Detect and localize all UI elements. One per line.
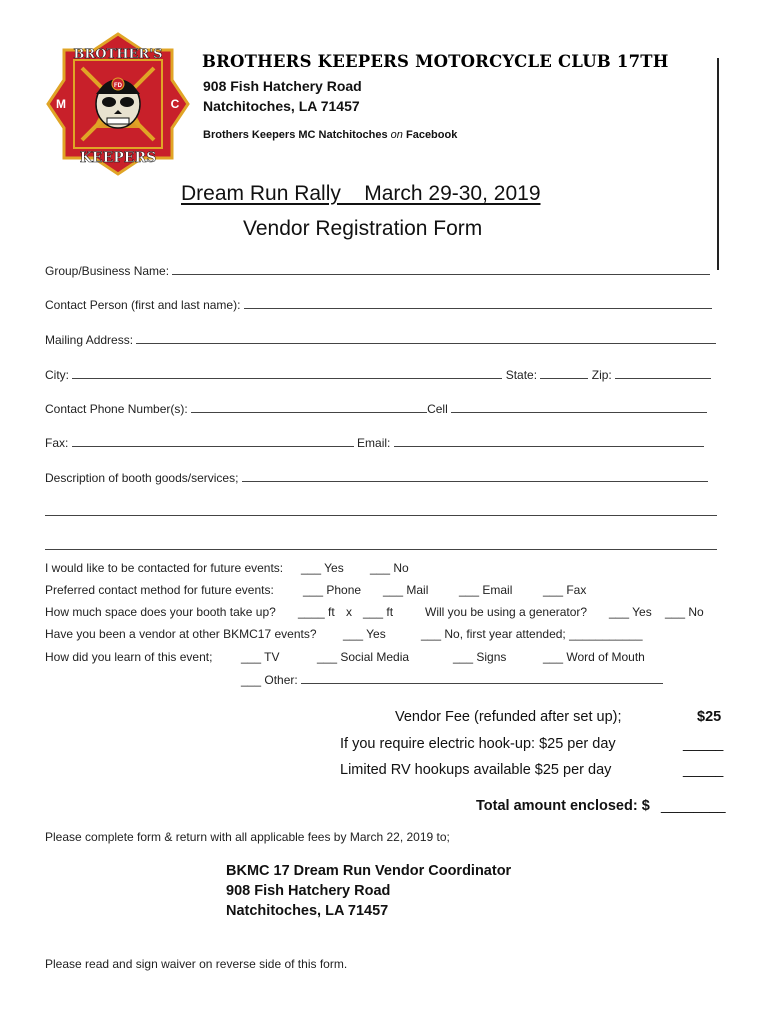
email-line[interactable]	[394, 436, 704, 447]
instructions: Please complete form & return with all applicable fees by March 22, 2019 to;	[45, 830, 450, 844]
club-logo	[44, 30, 192, 178]
contact-person-line[interactable]	[244, 298, 712, 309]
mailing-address-line[interactable]	[136, 333, 716, 344]
facebook-name: Brothers Keepers MC Natchitoches	[203, 129, 388, 141]
cell-label: Cell	[427, 402, 448, 416]
learn-signs[interactable]: ___ Signs	[453, 650, 507, 664]
fax-label: Fax:	[45, 436, 69, 450]
contact-person-label: Contact Person (first and last name):	[45, 298, 241, 312]
logo-badge-text: FD	[114, 83, 122, 89]
club-name: BROTHERS KEEPERS MOTORCYCLE CLUB 17TH	[202, 52, 669, 71]
cell-line[interactable]	[451, 402, 707, 413]
method-phone[interactable]: ___ Phone	[303, 583, 362, 597]
prior-vendor-yes[interactable]: ___ Yes	[343, 627, 386, 641]
description-line-2[interactable]	[45, 515, 717, 516]
method-email[interactable]: ___ Email	[459, 583, 513, 597]
event-title: Dream Run Rally March 29-30, 2019	[181, 182, 541, 205]
state-line[interactable]	[540, 368, 588, 379]
fax-line[interactable]	[72, 436, 354, 447]
facebook-on: on	[390, 129, 403, 141]
business-name-line[interactable]	[172, 264, 710, 275]
return-address-line1: BKMC 17 Dream Run Vendor Coordinator	[226, 863, 512, 879]
logo-bottom-text: KEEPERS	[79, 150, 157, 166]
booth-space-label: How much space does your booth take up?	[45, 605, 276, 619]
club-address-line1: 908 Fish Hatchery Road	[203, 78, 362, 94]
description-field[interactable]	[45, 471, 708, 485]
mailing-address-label: Mailing Address:	[45, 333, 134, 347]
rv-blank[interactable]: _____	[683, 762, 724, 778]
phone-line[interactable]	[191, 402, 427, 413]
business-name-label: Group/Business Name:	[45, 264, 170, 278]
phone-label: Contact Phone Number(s):	[45, 402, 188, 416]
booth-width[interactable]: ____ ft	[298, 605, 335, 619]
generator-label: Will you be using a generator?	[425, 605, 588, 619]
city-state-zip-row	[45, 368, 711, 382]
learn-label: How did you learn of this event;	[45, 650, 213, 664]
generator-yes[interactable]: ___ Yes	[609, 605, 652, 619]
future-contact-no[interactable]: ___ No	[370, 561, 409, 575]
return-address-line3: Natchitoches, LA 71457	[226, 903, 389, 919]
mailing-address-field[interactable]	[45, 333, 716, 347]
learn-other-row[interactable]	[241, 673, 663, 687]
contact-person-field[interactable]	[45, 298, 712, 312]
method-mail[interactable]: ___ Mail	[383, 583, 429, 597]
vendor-fee-label: Vendor Fee (refunded after set up);	[395, 709, 622, 725]
club-address-line2: Natchitoches, LA 71457	[203, 98, 360, 114]
generator-no[interactable]: ___ No	[665, 605, 704, 619]
learn-other-line[interactable]	[301, 673, 663, 684]
electric-blank[interactable]: _____	[683, 736, 724, 752]
method-fax[interactable]: ___ Fax	[543, 583, 587, 597]
prior-vendor-label: Have you been a vendor at other BKMC17 events?	[45, 627, 317, 641]
learn-word-of-mouth[interactable]: ___ Word of Mouth	[543, 650, 645, 664]
city-label: City:	[45, 368, 69, 382]
facebook-label: Facebook	[405, 129, 458, 141]
learn-tv[interactable]: ___ TV	[241, 650, 280, 664]
state-label: State:	[505, 368, 538, 382]
learn-social-media[interactable]: ___ Social Media	[317, 650, 410, 664]
zip-line[interactable]	[615, 368, 711, 379]
city-line[interactable]	[72, 368, 502, 379]
description-line-1[interactable]	[242, 471, 708, 482]
total-blank[interactable]: ________	[661, 798, 726, 814]
learn-other: ___ Other:	[241, 673, 298, 687]
description-label: Description of booth goods/services;	[45, 471, 239, 485]
future-contact-label: I would like to be contacted for future events:	[45, 561, 284, 575]
logo-left-letter: M	[56, 97, 66, 111]
rv-label: Limited RV hookups available $25 per day	[340, 762, 612, 778]
future-contact-yes[interactable]: ___ Yes	[301, 561, 344, 575]
email-label: Email:	[357, 436, 391, 450]
vertical-rule	[717, 58, 719, 270]
logo-right-letter: C	[170, 97, 180, 111]
footer-note: Please read and sign waiver on reverse side of this form.	[45, 957, 348, 971]
prior-vendor-no[interactable]: ___ No, first year attended; ___________	[421, 627, 643, 641]
phone-row	[45, 402, 707, 416]
form-title: Vendor Registration Form	[243, 217, 483, 240]
logo-top-text: BROTHER'S	[73, 47, 163, 62]
vendor-fee-value: $25	[697, 709, 722, 725]
description-line-3[interactable]	[45, 549, 717, 550]
booth-x: x	[346, 605, 352, 619]
business-name-field[interactable]	[45, 264, 710, 278]
facebook-line	[203, 129, 457, 141]
zip-label: Zip:	[591, 368, 612, 382]
electric-label: If you require electric hook-up: $25 per day	[340, 736, 616, 752]
return-address-line2: 908 Fish Hatchery Road	[226, 883, 391, 899]
booth-depth[interactable]: ___ ft	[363, 605, 394, 619]
total-label: Total amount enclosed: $	[476, 798, 650, 814]
fax-email-row	[45, 436, 704, 450]
preferred-method-label: Preferred contact method for future events:	[45, 583, 274, 597]
